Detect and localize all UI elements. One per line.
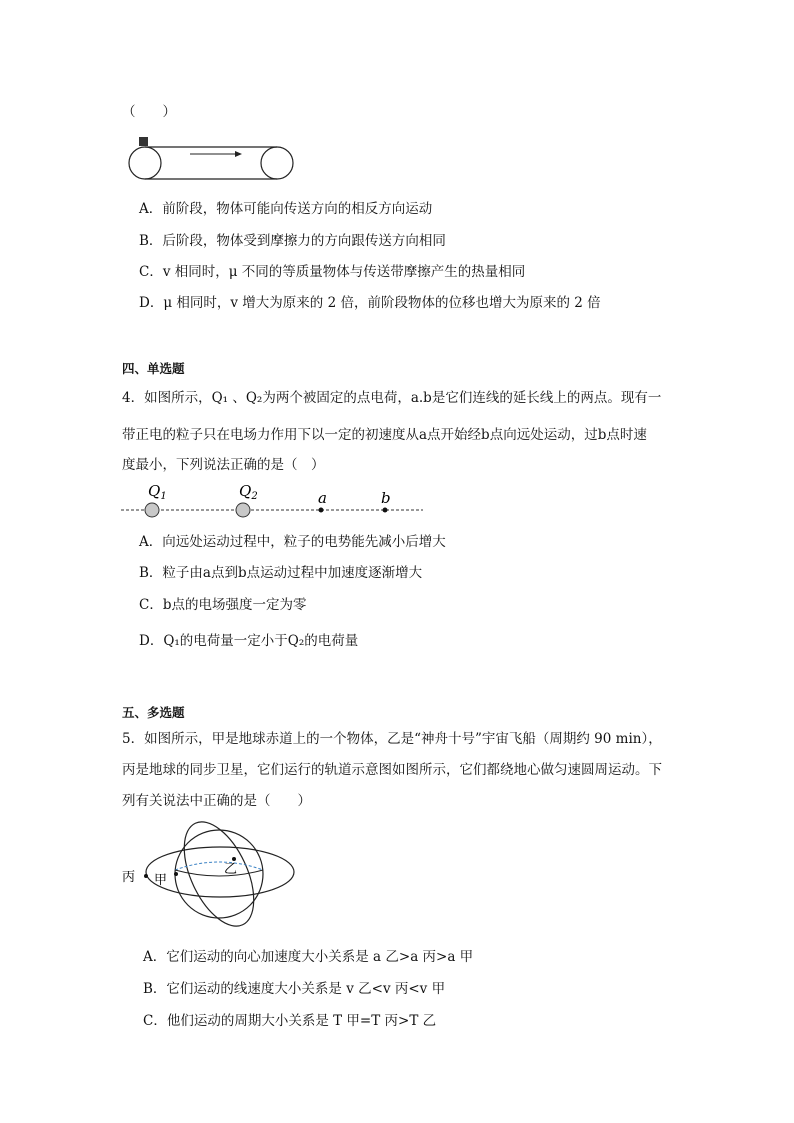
point-jia bbox=[174, 872, 178, 876]
block-object bbox=[139, 137, 148, 146]
right-pulley bbox=[261, 147, 293, 179]
q3-answer-bracket: （ ） bbox=[122, 104, 176, 120]
q3-option-d: D．μ 相同时，v 增大为原来的 2 倍，前阶段物体的位移也增大为原来的 2 倍 bbox=[139, 295, 601, 311]
point-yi bbox=[232, 857, 236, 861]
earth-circle bbox=[175, 830, 263, 918]
label-bing: 丙 bbox=[122, 870, 136, 885]
q3-option-c: C．v 相同时，μ 不同的等质量物体与传送带摩擦产生的热量相同 bbox=[139, 264, 526, 280]
q4-stem-line-3: 度最小，下列说法正确的是（ ） bbox=[122, 457, 325, 473]
q5-stem-line-2: 丙是地球的同步卫星，它们运行的轨道示意图如图所示，它们都绕地心做匀速圆周运动。下 bbox=[122, 762, 662, 778]
direction-arrow-head bbox=[235, 151, 242, 157]
charge-q1 bbox=[145, 503, 159, 517]
q4-stem-line-2: 带正电的粒子只在电场力作用下以一定的初速度从a点开始经b点向远处运动，过b点时速 bbox=[122, 427, 647, 443]
q4-option-b: B．粒子由a点到b点运动过程中加速度逐渐增大 bbox=[139, 565, 423, 581]
q5-option-a: A．它们运动的向心加速度大小关系是 a 乙>a 丙>a 甲 bbox=[143, 949, 474, 965]
charge-q2 bbox=[236, 503, 250, 517]
equator-back bbox=[175, 862, 263, 870]
q4-stem-line-1: 4．如图所示，Q₁ 、Q₂为两个被固定的点电荷，a.b是它们连线的延长线上的两点。现有一 bbox=[122, 390, 662, 406]
label-q2: $Q_2$ bbox=[239, 482, 258, 502]
section-title-multi-choice: 五、多选题 bbox=[122, 705, 185, 720]
label-a: a bbox=[318, 489, 327, 507]
conveyor-belt-figure bbox=[122, 134, 302, 184]
q5-option-c: C．他们运动的周期大小关系是 T 甲=T 丙>T 乙 bbox=[143, 1013, 437, 1029]
q5-option-b: B．它们运动的线速度大小关系是 v 乙<v 丙<v 甲 bbox=[143, 981, 446, 997]
q3-option-a: A．前阶段，物体可能向传送方向的相反方向运动 bbox=[139, 201, 433, 217]
left-pulley bbox=[129, 147, 161, 179]
q5-stem-line-3: 列有关说法中正确的是（ ） bbox=[122, 793, 311, 809]
point-a bbox=[319, 508, 324, 513]
label-yi: 乙 bbox=[224, 862, 238, 877]
q5-stem-line-1: 5．如图所示，甲是地球赤道上的一个物体，乙是“神舟十号”宇宙飞船（周期约 90 min）， bbox=[122, 731, 662, 747]
label-b: b bbox=[381, 489, 391, 507]
q3-option-b: B．后阶段，物体受到摩擦力的方向跟传送方向相同 bbox=[139, 233, 446, 249]
orbit-figure bbox=[118, 818, 303, 933]
label-q1: $Q_1$ bbox=[148, 482, 167, 502]
label-jia: 甲 bbox=[154, 873, 168, 888]
q4-option-d: D．Q₁的电荷量一定小于Q₂的电荷量 bbox=[139, 633, 359, 649]
synchronous-orbit bbox=[146, 847, 294, 897]
point-bing bbox=[144, 874, 148, 878]
q4-option-c: C．b点的电场强度一定为零 bbox=[139, 597, 307, 613]
point-b bbox=[383, 508, 388, 513]
q4-option-a: A．向远处运动过程中，粒子的电势能先减小后增大 bbox=[139, 534, 446, 550]
section-title-single-choice: 四、单选题 bbox=[122, 361, 185, 376]
point-charges-figure bbox=[118, 480, 428, 522]
